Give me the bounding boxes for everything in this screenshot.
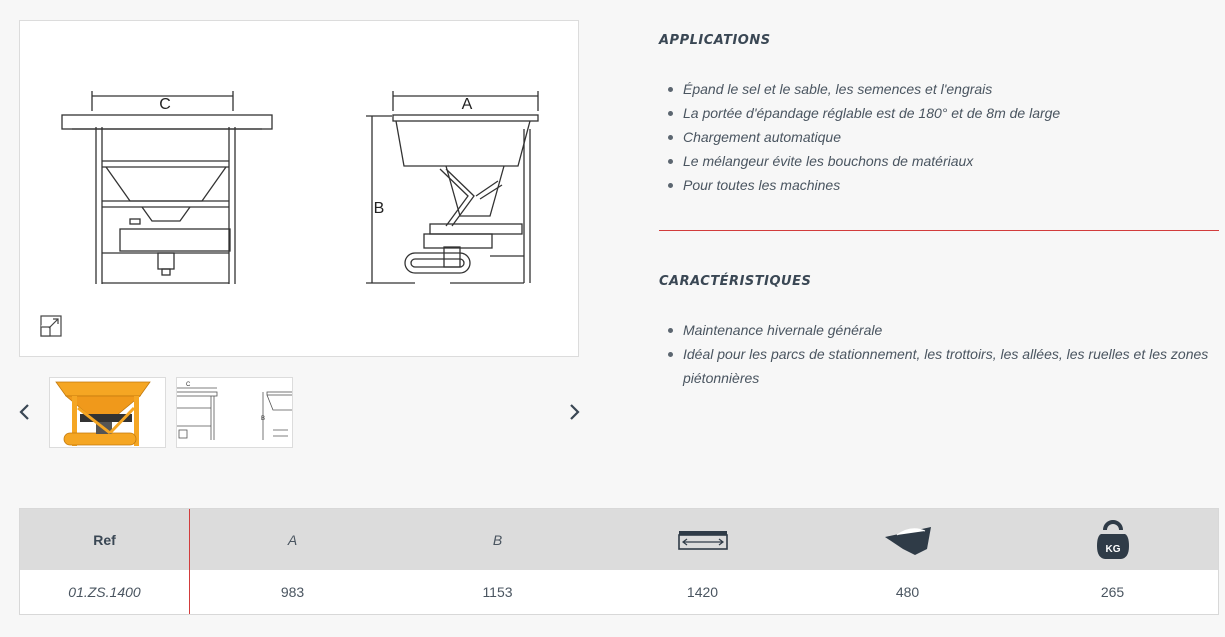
applications-list [665,77,1205,197]
applications-title: APPLICATIONS [659,33,771,48]
list-item: Chargement automatique [665,125,1205,149]
dimension-label-b: B [373,200,385,217]
technical-drawing [20,21,580,358]
list-item: Le mélangeur évite les bouchons de matériaux [665,149,1205,173]
header-b: B [492,531,503,548]
dimension-label-a: A [461,96,473,113]
table-row [20,570,1218,614]
cell-b: 1153 [482,584,513,600]
header-capacity [805,509,1010,570]
weight-icon [1096,520,1130,560]
cell-capacity: 480 [895,584,920,600]
list-item: Épand le sel et le sable, les semences et l'engrais [665,77,1205,101]
header-a: A [287,531,298,548]
list-item: Maintenance hivernale générale [665,318,1215,342]
thumb-label-b: B [261,416,266,422]
cell-weight: 265 [1100,584,1125,600]
characteristics-title: CARACTÉRISTIQUES [659,274,812,289]
dimension-label-c: C [159,96,171,113]
chevron-right-icon[interactable] [565,400,583,424]
thumbnail-photo[interactable] [49,377,166,448]
table-header-row [20,509,1218,570]
characteristics-list [665,318,1215,390]
orange-spreader-image [50,378,166,448]
header-ref: Ref [20,509,190,570]
thumbnail-drawing[interactable] [176,377,293,448]
chevron-left-icon[interactable] [16,400,34,424]
cell-a: 983 [280,584,305,600]
section-divider [659,230,1219,231]
expand-icon[interactable] [40,315,62,337]
list-item: Pour toutes les machines [665,173,1205,197]
list-item: Idéal pour les parcs de stationnement, les trottoirs, les allées, les ruelles et les zones piétonnières [665,342,1215,390]
header-weight [1010,509,1215,570]
weight-icon-label: KG [1105,543,1120,555]
thumb-label-c: C [186,382,191,388]
cell-ref: 01.ZS.1400 [20,570,190,614]
spec-table [19,508,1219,615]
technical-drawing-thumb [177,378,293,448]
capacity-icon [883,523,933,557]
main-product-image[interactable] [19,20,579,357]
width-icon [678,528,728,552]
header-width [600,509,805,570]
list-item: La portée d'épandage réglable est de 180° et de 8m de large [665,101,1205,125]
cell-width: 1420 [686,584,719,600]
